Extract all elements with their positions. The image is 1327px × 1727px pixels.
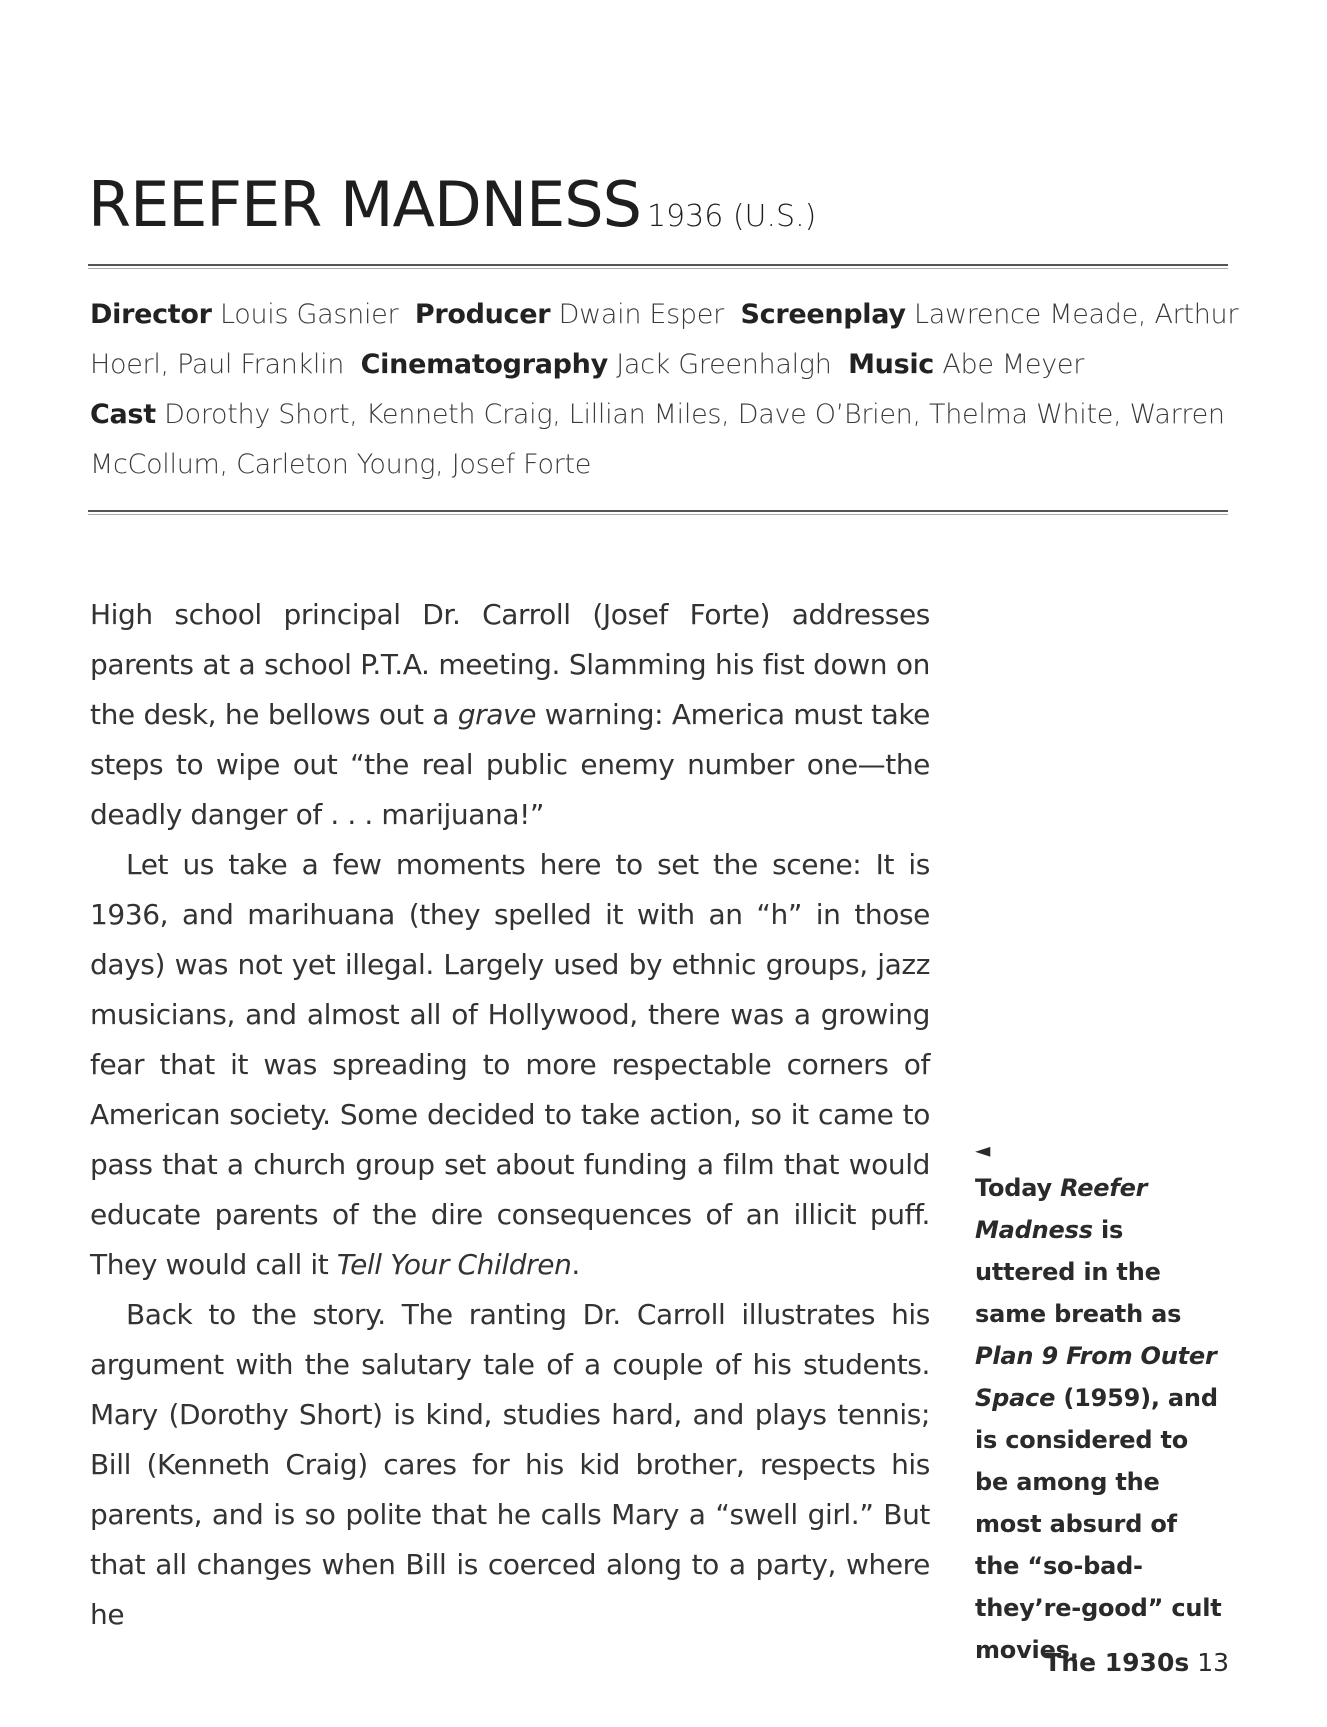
top-divider [88,264,1228,269]
paragraph-1-text-a: High school principal Dr. Carroll (Josef Forte) addresses parents at a school P.T.A. meeting. Slamming his fist down on the desk, he bellows out a [90,598,930,731]
caption-emphasis-1: Reefer Madness [975,1174,1148,1244]
paragraph-1-emphasis: grave [457,698,537,731]
caption-text-2: is uttered in the same breath as [975,1216,1182,1328]
page-number: 13 [1197,1648,1229,1677]
section-name: The 1930s [1044,1648,1190,1677]
article-body [90,590,930,1640]
music-value: Abe Meyer [942,349,1085,380]
screenplay-label: Screenplay [740,299,906,330]
producer-label: Producer [414,299,551,330]
image-caption [975,1135,1225,1671]
music-label: Music [848,349,935,380]
director-value: Louis Gasnier [219,299,399,330]
paragraph-2-emphasis: Tell Your Children [336,1248,572,1281]
page-footer [1044,1648,1229,1677]
director-label: Director [90,299,212,330]
bottom-divider [88,510,1228,515]
paragraph-2 [90,840,930,1290]
cast-label: Cast [90,399,156,430]
screenplay-value: Lawrence Meade, Arthur Hoerl, Paul Franklin [90,299,1239,380]
page-title [88,168,816,241]
paragraph-1-text-b: warning: America must take steps to wipe out “the real public enemy number one—the deadly danger of . . . marijuana!” [90,698,931,831]
credits-block [90,290,1240,490]
caption-emphasis-2: Plan 9 From Outer Space [975,1342,1217,1412]
left-arrow-icon: ◄ [975,1138,991,1162]
film-year-country: 1936 (U.S.) [646,199,817,234]
caption-text-1: Today [975,1174,1061,1202]
film-title: REEFER MADNESS [88,168,641,241]
paragraph-2-text-a: Let us take a few moments here to set the scene: It is 1936, and marihuana (they spelled it with an “h” in those days) was not yet illegal. Largely used by ethnic groups, jazz musicians, and almost all of Hollywood, there was a growing fear that it was spreading to more respectable corners of American society. Some decided to take action, so it came to pass that a church group set about funding a film that would educate parents of the dire consequences of an illicit puff. They would call it [90,848,930,1281]
paragraph-2-text-b: . [571,1248,580,1281]
paragraph-3: Back to the story. The ranting Dr. Carroll illustrates his argument with the salutary tale of a couple of his students. Mary (Dorothy Short) is kind, studies hard, and plays tennis; Bill (Kenneth Craig) cares for his kid brother, respects his parents, and is so polite that he calls Mary a “swell girl.” But that all changes when Bill is coerced along to a party, where he [90,1298,930,1631]
caption-text-3: (1959), and is considered to be among the most absurd of the “so-bad-they’re-good” cult movies. [975,1384,1222,1664]
paragraph-1 [90,590,930,840]
producer-value: Dwain Esper [558,299,724,330]
cinematography-value: Jack Greenhalgh [616,349,832,380]
cinematography-label: Cinematography [360,349,608,380]
cast-value: Dorothy Short, Kenneth Craig, Lillian Miles, Dave O’Brien, Thelma White, Warren McCollum, Carleton Young, Josef Forte [90,399,1225,480]
